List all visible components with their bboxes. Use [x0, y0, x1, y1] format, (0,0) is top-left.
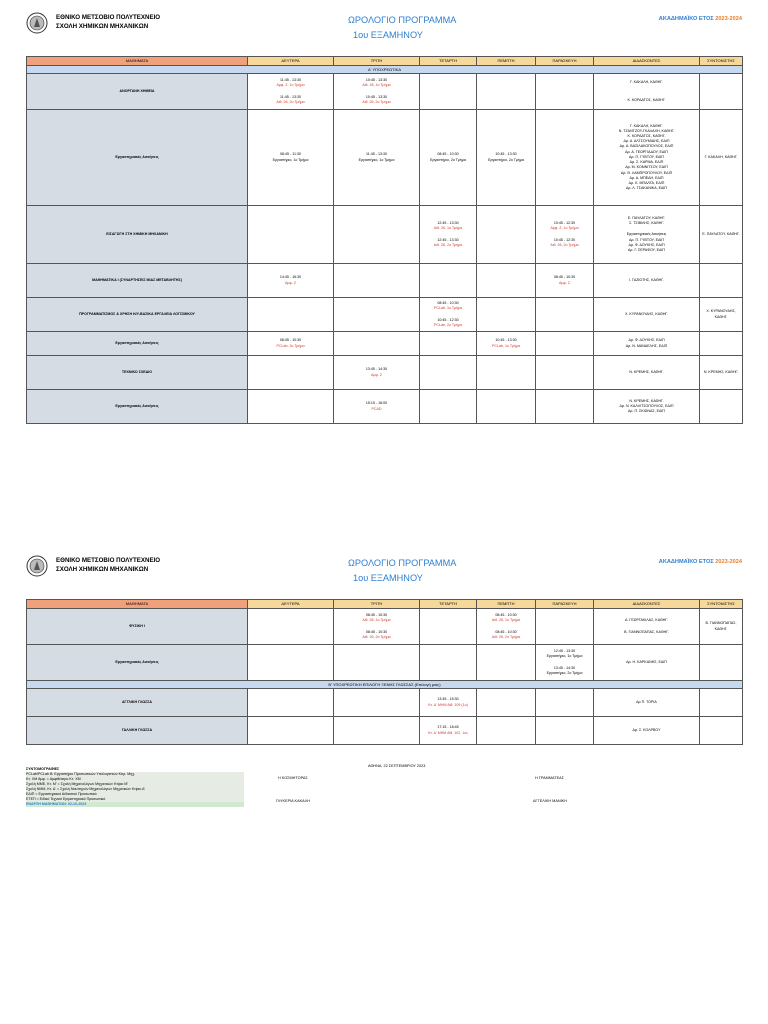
- slot-line: 10:45 - 12:30: [437, 317, 459, 322]
- slot-line: 14:45 - 16:30: [279, 275, 302, 280]
- slot-line: Εργαστήριο, 2ο Τμήμα: [546, 670, 583, 675]
- timeslot-thu: [477, 609, 536, 645]
- teacher-name: Δρ. Π. ΣΚΙΩΝΑΣ, ΕΔΙΠ: [628, 409, 665, 414]
- slot-line: 13:45 - 14:30: [553, 665, 576, 670]
- slot-line: PCLab, 2ο Τμήμα: [276, 343, 305, 348]
- coordinator-cell: Γ. ΚΑΚΑΛΗ, ΚΑΘΗΓ.: [700, 110, 743, 206]
- slot-line: 13:45 - 15:30: [437, 697, 459, 702]
- col-header-tuesday: ΤΡΙΤΗ: [334, 57, 420, 66]
- timeslot-thu: [477, 110, 536, 206]
- course-name: ΤΕΧΝΙΚΟ ΣΧΕΔΙΟ: [27, 356, 248, 390]
- timeslot-thu: [477, 298, 536, 332]
- course-row: [27, 298, 743, 332]
- teacher-name: Δρ. Α. ΜΠΕΔΗ, ΕΔΙΠ: [629, 175, 664, 180]
- slot-line: Κτ. Δ' ΜΗΜ Αίθ. 109 (1ο): [428, 702, 468, 707]
- teacher-name: Δρ. Κ. ΜΠΑΛΤΑ, ΕΔΙΠ: [628, 180, 665, 185]
- teacher-name: Ν. ΤΖΑΝΤΖΟΥ-ΓΚΑΛΑΧΗ, ΚΑΘΗΓ.: [618, 128, 675, 133]
- abbreviations-legend: [26, 767, 244, 807]
- semester-title: 1ου ΕΞΑΜΗΝΟΥ: [353, 573, 423, 583]
- course-name: Εργαστηριακές Ασκήσεις: [27, 390, 248, 424]
- timeslot-wed: [420, 609, 477, 645]
- course-name: ΜΑΘΗΜΑΤΙΚΑ Ι (ΣΥΝΑΡΤΗΣΕΙΣ ΜΙΑΣ ΜΕΤΑΒΛΗΤΗΣ): [27, 264, 248, 298]
- academic-year-value: 2023-2024: [715, 559, 742, 565]
- coordinator-cell: Ε. ΠΑΥΛΑΤΟΥ, ΚΑΘΗΓ.: [700, 206, 743, 264]
- course-name: Εργαστηριακές Ασκήσεις: [27, 645, 248, 681]
- timeslot-tue: [334, 717, 420, 745]
- teachers-cell: [594, 298, 700, 332]
- timeslot-thu: [477, 206, 536, 264]
- teacher-name: Δρ. Φ. ΔΟΥΚΗΣ, ΕΔΙΠ: [628, 242, 665, 247]
- slot-line: Αμφ. Ζ: [285, 280, 296, 285]
- slot-line: Αιθ. 26, 2ο Τμήμα: [276, 99, 305, 104]
- slot-line: Αιθ. 26, 1ο Τμήμα: [433, 226, 463, 231]
- slot-line: 11:45 - 13:30: [280, 78, 301, 83]
- slot-line: Εργαστήριο, 1ο Τμήμα: [546, 654, 583, 659]
- coordinator-cell: Ν. ΚΡΕΜΗΣ, ΚΑΘΗΓ.: [700, 356, 743, 390]
- col-header-monday: ΔΕΥΤΕΡΑ: [248, 57, 334, 66]
- legend-item: ΕΤΕΠ = Ειδικό Τεχνικό Εργαστηριακό Προσωπικό: [26, 797, 244, 802]
- academic-year-label: ΑΚΑΔΗΜΑΪΚΟ ΕΤΟΣ: [658, 559, 714, 565]
- col-header-coordinator: ΣΥΝΤΟΝΙΣΤΗΣ: [700, 57, 743, 66]
- col-header-wednesday: ΤΕΤΑΡΤΗ: [420, 57, 477, 66]
- teacher-name: Δρ. Π. ΓΥΒΤΟΥ, ΕΔΙΠ: [629, 237, 664, 242]
- legend-item: ΕΔΙΠ = Εργαστηριακό Διδακτικό Προσωπικό: [26, 792, 244, 797]
- teachers-cell: [594, 264, 700, 298]
- slot-line: 08:45 - 11:30: [280, 152, 301, 157]
- timeslot-tue: [334, 264, 420, 298]
- legend-item: PCLab/PCLab Β: Εργαστήριο Προσωπικών Υπολογιστών Κτιρ. Μηχ.: [26, 772, 244, 777]
- teacher-name: Α. ΓΕΩΡΓΑΚΙΛΑΣ, ΚΑΘΗΓ.: [624, 618, 668, 623]
- teacher-name: Κ. ΚΟΡΔΑΤΟΣ, ΚΑΘΗΓ.: [627, 97, 666, 102]
- timeslot-thu: [477, 645, 536, 681]
- teacher-name: Δρ. Π. ΓΥΒΤΟΥ, ΕΔΙΠ: [629, 154, 664, 159]
- timeslot-fri: [536, 206, 594, 264]
- teacher-name: Δρ. Ν. ΜΑΝΔΕΛΗΣ, ΕΔΙΠ: [625, 343, 668, 348]
- timeslot-tue: [334, 356, 420, 390]
- teachers-cell: [594, 645, 700, 681]
- teacher-name: Δρ. Γ. ΣΕΡΑΦΟΥ, ΕΔΙΠ: [628, 247, 665, 252]
- timeslot-mon: [248, 645, 334, 681]
- timeslot-tue: [334, 609, 420, 645]
- dean-label: Η ΚΟΣΜΗΤΟΡΑΣ: [278, 776, 308, 780]
- column-header-row: [27, 57, 743, 66]
- schedule-table-1: [26, 56, 743, 424]
- slot-line: Αμφ. Ζ, 1ο Τμήμα: [276, 83, 305, 88]
- slot-line: 08:45 - 10:30: [437, 301, 459, 306]
- date-line: ΑΘΗΝΑ, 22 ΣΕΠΤΕΜΒΡΙΟΥ 2023: [368, 764, 426, 768]
- teacher-name: Δρ. Α. ΓΕΩΡΓΙΑΔΟΥ, ΕΔΙΠ: [625, 149, 668, 154]
- col-header-thursday: ΠΕΜΠΤΗ: [477, 600, 536, 609]
- coordinator-cell: Χ. ΚΥΡΑΝΟΥΔΗΣ, ΚΑΘΗΓ.: [700, 298, 743, 332]
- course-row: [27, 356, 743, 390]
- slot-line: 08:45 - 10:30: [495, 629, 517, 634]
- timeslot-thu: [477, 264, 536, 298]
- col-header-teachers: ΔΙΔΑΣΚΟΝΤΕΣ: [594, 57, 700, 66]
- course-name: Εργαστηριακές Ασκήσεις: [27, 110, 248, 206]
- column-header-row: [27, 600, 743, 609]
- teacher-name: Ι. ΓΑΖΙΩΤΗΣ, ΚΑΘΗΓ.: [629, 277, 664, 282]
- coordinator-cell: [700, 332, 743, 356]
- teachers-cell: [594, 74, 700, 110]
- secretary-label: Η ΓΡΑΜΜΑΤΕΑΣ: [535, 776, 564, 780]
- page-title: ΩΡΟΛΟΓΙΟ ΠΡΟΓΡΑΜΜΑ: [348, 15, 457, 25]
- page-header: [26, 553, 742, 599]
- institution-name: ΕΘΝΙΚΟ ΜΕΤΣΟΒΙΟ ΠΟΛΥΤΕΧΝΕΙΟ: [56, 14, 161, 21]
- institution-header: [56, 14, 160, 31]
- academic-year: [659, 16, 742, 22]
- slot-line: 10:45 - 13:30: [365, 78, 388, 83]
- teacher-name: Δρ. Α. ΒΑΣΙΛΑΚΟΠΟΥΛΟΣ, ΕΔΙΠ: [619, 144, 674, 149]
- slot-line: Αιθ. 26, 2ο Τμήμα: [550, 242, 579, 247]
- academic-year-label: ΑΚΑΔΗΜΑΪΚΟ ΕΤΟΣ: [658, 16, 714, 22]
- course-name: ΑΝΟΡΓΑΝΗ ΧΗΜΕΙΑ: [27, 74, 248, 110]
- course-row: [27, 206, 743, 264]
- course-row: [27, 390, 743, 424]
- slot-line: 08:45 - 10:30: [495, 613, 517, 618]
- timeslot-fri: [536, 264, 594, 298]
- slot-line: 10:45 - 13:30: [495, 152, 517, 157]
- timeslot-mon: [248, 74, 334, 110]
- course-row: [27, 264, 743, 298]
- course-name: ΠΡΟΓΡΑΜΜΑΤΙΣΜΟΣ & ΧΡΗΣΗ Η/Υ-ΒΑΣΙΚΑ ΕΡΓΑΛΕΙΑ ΛΟΓΙΣΜΙΚΟΥ: [27, 298, 248, 332]
- legend-item: Κτ. ΧΜ Αμφ. = Αμφιθέατρο Κτ. ΧΜ: [26, 777, 244, 782]
- slot-line: 08:45 - 10:30: [365, 613, 388, 618]
- timeslot-fri: [536, 717, 594, 745]
- slot-line: 10:45 - 12:30: [553, 237, 576, 242]
- col-header-coordinator: ΣΥΝΤΟΝΙΣΤΗΣ: [700, 600, 743, 609]
- slot-line: 12:45 - 13:30: [553, 649, 576, 654]
- timeslot-mon: [248, 717, 334, 745]
- academic-year: [659, 559, 742, 565]
- teacher-name: Κ. ΚΟΡΔΑΤΟΣ, ΚΑΘΗΓ.: [627, 134, 666, 139]
- col-header-wednesday: ΤΕΤΑΡΤΗ: [420, 600, 477, 609]
- legend-title: ΣΥΝΤΟΜΟΓΡΑΦΙΕΣ: [26, 767, 60, 771]
- timeslot-tue: [334, 332, 420, 356]
- semester-title: 1ου ΕΞΑΜΗΝΟΥ: [353, 30, 423, 40]
- slot-line: Αιθ. 28, 1ο Τμήμα: [362, 618, 391, 623]
- timeslot-fri: [536, 110, 594, 206]
- timeslot-tue: [334, 110, 420, 206]
- course-row: [27, 609, 743, 645]
- timeslot-tue: [334, 298, 420, 332]
- slot-line: Αμφ. Ζ: [559, 280, 570, 285]
- timeslot-mon: [248, 298, 334, 332]
- teacher-name: Δρ. Σ. ΚΑΡΜΑ, ΕΔΙΠ: [629, 160, 664, 165]
- course-row: [27, 717, 743, 745]
- timeslot-fri: [536, 298, 594, 332]
- legend-item: Σχολή ΜΜΕ, Κτ. Μ' = Σχολή Μηχανολόγων Μηχανικών Κτίριο Μ': [26, 782, 244, 787]
- coordinator-cell: [700, 645, 743, 681]
- teacher-name: Δρ. Η. ΚΑΡΚΑΝΗΣ, ΕΔΙΠ: [626, 659, 667, 664]
- course-name: ΕΙΣΑΓΩΓΗ ΣΤΗ ΧΗΜΙΚΗ ΜΗΧΑΝΙΚΗ: [27, 206, 248, 264]
- course-row: [27, 110, 743, 206]
- teacher-name: Εργαστηριακές Ασκήσεις: [626, 232, 667, 237]
- slot-line: Κτ. Δ' ΜΗΜ Αίθ. 102, 1ος: [428, 730, 468, 735]
- timeslot-wed: [420, 298, 477, 332]
- col-header-subjects: ΜΑΘΗΜΑΤΑ: [27, 600, 248, 609]
- timeslot-tue: [334, 206, 420, 264]
- timeslot-mon: [248, 356, 334, 390]
- university-seal-icon: [26, 12, 48, 34]
- timeslot-mon: [248, 332, 334, 356]
- slot-line: 08:45 - 10:30: [437, 152, 459, 157]
- slot-line: 13:45 - 14:30: [365, 367, 388, 372]
- slot-line: Εργαστήριο, 1ο Τμήμα: [272, 157, 309, 162]
- teachers-cell: [594, 390, 700, 424]
- slot-line: 10:45 - 12:30: [553, 221, 576, 226]
- teachers-cell: [594, 717, 700, 745]
- slot-line: PCLab, 1ο Τμήμα: [433, 306, 463, 311]
- timeslot-thu: [477, 356, 536, 390]
- course-name: Εργαστηριακές Ασκήσεις: [27, 332, 248, 356]
- timeslot-fri: [536, 74, 594, 110]
- section-heading: Β' ΥΠΟΧΡΕΩΤΙΚΗ ΕΠΙΛΟΓΗ ΞΕΝΗΣ ΓΛΩΣΣΑΣ (Επιλογή μιας): [27, 681, 743, 689]
- university-seal-icon: [26, 555, 48, 577]
- timeslot-wed: [420, 264, 477, 298]
- slot-line: Αμφ. Ζ, 1ο Τμήμα: [550, 226, 579, 231]
- slot-line: Αιθ. 28, 1ο Τμήμα: [491, 618, 521, 623]
- slot-line: 10:45 - 13:30: [495, 338, 517, 343]
- slot-line: PCLab, 2ο Τμήμα: [433, 322, 463, 327]
- slot-line: 11:45 - 13:30: [366, 152, 387, 157]
- timeslot-wed: [420, 206, 477, 264]
- timeslot-mon: [248, 110, 334, 206]
- timeslot-wed: [420, 110, 477, 206]
- teacher-name: Σ. ΤΣΙΒΙΛΗΣ, ΚΑΘΗΓ.: [629, 221, 664, 226]
- slot-line: Αιθ. 26, 2ο Τμήμα: [362, 99, 391, 104]
- col-header-friday: ΠΑΡΑΣΚΕΥΗ: [536, 57, 594, 66]
- slot-line: 15:15 - 16:00: [365, 401, 388, 406]
- slot-line: 08:45 - 10:30: [279, 338, 302, 343]
- slot-line: Αιθ. 28, 1ο Τμήμα: [362, 83, 391, 88]
- timeslot-thu: [477, 332, 536, 356]
- section-heading: Α' ΥΠΟΧΡΕΩΤΙΚΑ: [27, 66, 743, 74]
- slot-line: 12:45 - 13:30: [437, 221, 459, 226]
- coordinator-cell: [700, 74, 743, 110]
- timeslot-mon: [248, 609, 334, 645]
- timeslot-wed: [420, 645, 477, 681]
- school-name: ΣΧΟΛΗ ΧΗΜΙΚΩΝ ΜΗΧΑΝΙΚΩΝ: [56, 22, 149, 30]
- academic-year-value: 2023-2024: [715, 16, 742, 22]
- slot-line: PCAD: [371, 406, 382, 411]
- teacher-name: Δρ Π. ΤΟΡΙΑ: [636, 699, 657, 704]
- schedule-page-1: [26, 10, 742, 424]
- teacher-name: Δρ. Μ. ΚΟΜΝΙΤΣΟΥ, ΕΔΙΠ: [625, 165, 668, 170]
- timeslot-tue: [334, 645, 420, 681]
- timeslot-mon: [248, 264, 334, 298]
- timeslot-fri: [536, 332, 594, 356]
- col-header-tuesday: ΤΡΙΤΗ: [334, 600, 420, 609]
- col-header-thursday: ΠΕΜΠΤΗ: [477, 57, 536, 66]
- legend-item: Σχολή ΝΜΜ, Κτ. Δ' = Σχολή Ναυπηγών Μηχανολόγων Μηχανικών Κτίριο Δ': [26, 787, 244, 792]
- course-name: ΦΥΣΙΚΗ Ι: [27, 609, 248, 645]
- course-row: [27, 689, 743, 717]
- course-row: [27, 74, 743, 110]
- timeslot-thu: [477, 390, 536, 424]
- timeslot-wed: [420, 390, 477, 424]
- teacher-name: Β. ΓΙΑΝΝΟΠΑΠΑΣ, ΚΑΘΗΓ.: [624, 629, 669, 634]
- teacher-name: Δρ. Φ. ΔΟΥΚΗΣ, ΕΔΙΠ: [628, 338, 665, 343]
- teacher-name: Δρ. Θ. ΛΑΜΠΡΟΠΟΥΛΟΥ, ΕΔΙΠ: [620, 170, 673, 175]
- timeslot-wed: [420, 332, 477, 356]
- slot-line: Εργαστήριο, 1ο Τμήμα: [358, 157, 395, 162]
- teacher-name: Γ. ΚΑΚΑΛΗ, ΚΑΘΗΓ.: [630, 123, 663, 128]
- page-title: ΩΡΟΛΟΓΙΟ ΠΡΟΓΡΑΜΜΑ: [348, 558, 457, 568]
- teachers-cell: [594, 110, 700, 206]
- institution-name: ΕΘΝΙΚΟ ΜΕΤΣΟΒΙΟ ΠΟΛΥΤΕΧΝΕΙΟ: [56, 557, 161, 564]
- course-name: ΓΑΛΛΙΚΗ ΓΛΩΣΣΑ: [27, 717, 248, 745]
- slot-line: Αιθ. 26, 2ο Τμήμα: [433, 242, 463, 247]
- teacher-name: Δρ. Λ. ΤΣΑΚΑΝΙΚΑ, ΕΔΙΠ: [626, 186, 667, 191]
- teachers-cell: [594, 206, 700, 264]
- teachers-cell: [594, 689, 700, 717]
- timeslot-mon: [248, 206, 334, 264]
- timeslot-wed: [420, 356, 477, 390]
- course-start-date: ΕΝΑΡΞΗ ΜΑΘΗΜΑΤΩΝ: 02-10-2023: [26, 802, 244, 807]
- timeslot-fri: [536, 356, 594, 390]
- timeslot-fri: [536, 645, 594, 681]
- timeslot-tue: [334, 390, 420, 424]
- timeslot-thu: [477, 717, 536, 745]
- teacher-name: Ν. ΚΡΕΜΗΣ, ΚΑΘΗΓ.: [629, 398, 664, 403]
- timeslot-fri: [536, 390, 594, 424]
- slot-line: 17:15 - 18:45: [437, 725, 459, 730]
- teacher-name: Γ. ΚΑΚΑΛΗ, ΚΑΘΗΓ.: [630, 80, 663, 85]
- teacher-name: Ν. ΚΡΕΜΗΣ, ΚΑΘΗΓ.: [629, 369, 664, 374]
- page-header: [26, 10, 742, 56]
- teachers-cell: [594, 332, 700, 356]
- slot-line: 08:45 - 10:30: [365, 629, 388, 634]
- schedule-page-2: [26, 553, 742, 745]
- col-header-teachers: ΔΙΔΑΣΚΟΝΤΕΣ: [594, 600, 700, 609]
- institution-header: [56, 557, 160, 574]
- slot-line: Αιθ. 26, 2ο Τμήμα: [491, 634, 521, 639]
- slot-line: Εργαστήριο, 2ο Τμήμα: [430, 157, 466, 162]
- teachers-cell: [594, 356, 700, 390]
- teacher-name: Ε. ΠΑΥΛΑΤΟΥ, ΚΑΘΗΓ.: [627, 215, 666, 220]
- slot-line: 10:45 - 13:30: [365, 94, 388, 99]
- coordinator-cell: Β. ΓΙΑΝΝΟΠΑΠΑΣ, ΚΑΘΗΓ.: [700, 609, 743, 645]
- teacher-name: Δρ. Ν. ΚΑΛΛΙΤΣΟΠΟΥΛΟΣ, ΕΔΙΠ: [619, 403, 674, 408]
- slot-line: 08:45 - 10:30: [553, 275, 576, 280]
- course-row: [27, 645, 743, 681]
- coordinator-cell: [700, 390, 743, 424]
- slot-line: Εργαστήριο, 2ο Τμήμα: [488, 157, 524, 162]
- slot-line: Αιθ. 26, 2ο Τμήμα: [362, 634, 391, 639]
- timeslot-mon: [248, 390, 334, 424]
- coordinator-cell: [700, 264, 743, 298]
- slot-line: 12:45 - 13:30: [437, 237, 459, 242]
- schedule-table-2: [26, 599, 743, 745]
- teachers-cell: [594, 609, 700, 645]
- secretary-name: ΑΓΓΕΛΙΚΗ ΜΑΝΙΚΗ: [533, 799, 567, 803]
- timeslot-mon: [248, 689, 334, 717]
- timeslot-fri: [536, 609, 594, 645]
- teacher-name: Χ. ΚΥΡΑΝΟΥΔΗΣ, ΚΑΘΗΓ.: [624, 311, 669, 316]
- col-header-monday: ΔΕΥΤΕΡΑ: [248, 600, 334, 609]
- slot-line: Αμφ. Ζ: [371, 372, 382, 377]
- timeslot-fri: [536, 689, 594, 717]
- course-name: ΑΓΓΛΙΚΗ ΓΛΩΣΣΑ: [27, 689, 248, 717]
- col-header-subjects: ΜΑΘΗΜΑΤΑ: [27, 57, 248, 66]
- coordinator-cell: [700, 717, 743, 745]
- timeslot-wed: [420, 717, 477, 745]
- coordinator-cell: [700, 689, 743, 717]
- timeslot-thu: [477, 689, 536, 717]
- timeslot-tue: [334, 689, 420, 717]
- timeslot-wed: [420, 74, 477, 110]
- col-header-friday: ΠΑΡΑΣΚΕΥΗ: [536, 600, 594, 609]
- course-row: [27, 332, 743, 356]
- dean-name: ΓΛΥΚΕΡΙΑ ΚΑΚΑΛΗ: [276, 799, 310, 803]
- timeslot-wed: [420, 689, 477, 717]
- teacher-name: Δρ. Α. ΑΛΤΣΟΥΜΙΔΗΣ, ΕΔΙΠ: [623, 139, 670, 144]
- slot-line: 11:45 - 13:30: [280, 94, 301, 99]
- slot-line: PCLab, 1ο Τμήμα: [491, 343, 521, 348]
- teacher-name: Δρ. Σ. ΚΟΛΡΒΟΥ: [632, 727, 661, 732]
- timeslot-tue: [334, 74, 420, 110]
- school-name: ΣΧΟΛΗ ΧΗΜΙΚΩΝ ΜΗΧΑΝΙΚΩΝ: [56, 565, 149, 573]
- timeslot-thu: [477, 74, 536, 110]
